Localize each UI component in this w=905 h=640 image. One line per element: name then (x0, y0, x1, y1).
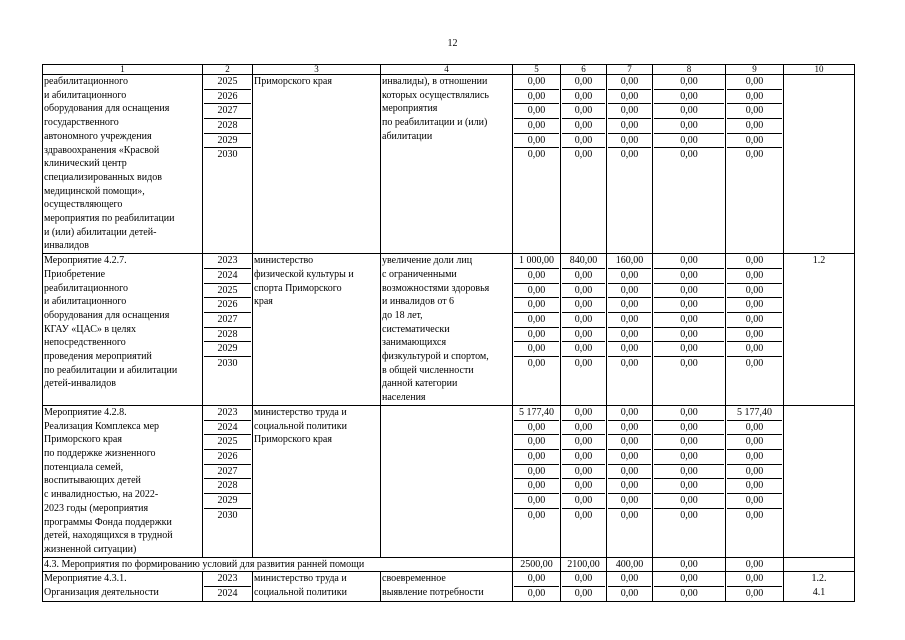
amount-c6: 0,00 (562, 284, 605, 299)
measure-name: Мероприятие 4.2.8. Реализация Комплекса мер Приморского края по поддержке жизненного потенциала семей, воспитывающих детей с инвалидностью, на 2022- 2023 годы (мероприятия программы Фонда поддержки детей, находящихся в трудной жизненной ситуации) (43, 405, 203, 557)
amount-c6: 0,00 (562, 435, 605, 450)
amount-c9: 0,00 (727, 465, 782, 480)
amount-c6: 0,00 (562, 134, 605, 149)
amount-c5: 0,00 (514, 494, 559, 509)
amount-c5: 0,00 (514, 90, 559, 105)
budget-table (42, 64, 855, 602)
amount-c6: 0,00 (562, 494, 605, 509)
page-number: 12 (447, 38, 458, 49)
amount-c9: 0,00 (727, 328, 782, 343)
amount-c6: 0,00 (574, 509, 593, 521)
year-value: 2027 (204, 313, 251, 328)
amount-c5: 0,00 (527, 588, 546, 599)
section-c5: 2500,00 (513, 557, 561, 572)
amount-c6-cell (561, 572, 607, 602)
header-cell: 3 (253, 65, 381, 75)
amount-c7: 0,00 (608, 435, 651, 450)
year-value-cell (203, 405, 253, 557)
amount-c9-cell (726, 254, 784, 406)
year-value: 2025 (204, 435, 251, 450)
amount-c7-cell (607, 572, 653, 602)
table-row (43, 405, 855, 557)
amount-c8-cell (653, 572, 726, 602)
amount-c5: 0,00 (514, 298, 559, 313)
amount-c5: 0,00 (514, 435, 559, 450)
amount-c6: 0,00 (562, 313, 605, 328)
amount-c7: 0,00 (620, 588, 639, 599)
header-row (43, 65, 855, 75)
executor: министерство труда и социальной политики Приморского края (253, 405, 381, 557)
measure-name: реабилитационного и абилитационного оборудования для оснащения государственного автономного учреждения здравоохранения «Красвой клинический центр специализированных видов медицинской помощи», осуществляющего мероприятия по реабилитации и (или) абилитации детей- инвалидов (43, 75, 203, 254)
year-value: 2026 (204, 298, 251, 313)
amount-c5-cell (513, 75, 561, 254)
amount-c6: 0,00 (562, 119, 605, 134)
indicator: инвалиды), в отношении которых осуществлялись мероприятия по реабилитации и (или) абилитации (381, 75, 513, 254)
amount-c6-cell (561, 254, 607, 406)
amount-c6: 0,00 (562, 342, 605, 357)
amount-c6: 0,00 (574, 588, 593, 599)
amount-c7: 0,00 (620, 149, 639, 161)
amount-c7: 0,00 (608, 328, 651, 343)
amount-c9: 0,00 (745, 509, 764, 521)
amount-c9-cell (726, 572, 784, 602)
amount-c5: 0,00 (514, 104, 559, 119)
amount-c6: 840,00 (562, 254, 605, 269)
amount-c8: 0,00 (654, 313, 724, 328)
year-value: 2028 (204, 479, 251, 494)
amount-c8: 0,00 (654, 134, 724, 149)
amount-c5: 0,00 (514, 479, 559, 494)
amount-c9: 0,00 (727, 450, 782, 465)
year-value: 2028 (204, 328, 251, 343)
amount-c8: 0,00 (654, 104, 724, 119)
amount-c8: 0,00 (680, 509, 698, 521)
amount-c7: 0,00 (608, 494, 651, 509)
amount-c9-cell (726, 75, 784, 254)
amount-c6: 0,00 (562, 298, 605, 313)
amount-c6-cell (561, 405, 607, 557)
amount-c8: 0,00 (654, 450, 724, 465)
amount-c8: 0,00 (654, 119, 724, 134)
amount-c7: 0,00 (608, 421, 651, 436)
amount-c9: 0,00 (727, 119, 782, 134)
amount-c9: 0,00 (727, 298, 782, 313)
year-value: 2029 (204, 134, 251, 149)
amount-c6-cell (561, 75, 607, 254)
year-value: 2024 (204, 269, 251, 284)
amount-c6: 0,00 (574, 357, 593, 369)
header-cell: 6 (561, 65, 607, 75)
year-value: 2025 (204, 75, 251, 90)
amount-c5: 0,00 (514, 134, 559, 149)
amount-c7: 0,00 (608, 284, 651, 299)
amount-c6: 0,00 (574, 149, 593, 161)
section-c7: 400,00 (607, 557, 653, 572)
amount-c9: 0,00 (727, 421, 782, 436)
amount-c7: 0,00 (608, 119, 651, 134)
amount-c9: 0,00 (745, 149, 764, 161)
amount-c8: 0,00 (654, 435, 724, 450)
section-c8: 0,00 (653, 557, 726, 572)
year-value-cell (203, 572, 253, 602)
indicator-ref: 1.2. 4.1 (784, 572, 855, 602)
amount-c9: 0,00 (727, 435, 782, 450)
amount-c5: 0,00 (527, 357, 546, 369)
amount-c6: 0,00 (562, 104, 605, 119)
amount-c5: 1 000,00 (514, 254, 559, 269)
amount-c5: 0,00 (514, 421, 559, 436)
amount-c6: 0,00 (562, 572, 605, 587)
amount-c5: 0,00 (514, 75, 559, 90)
year-value: 2028 (204, 119, 251, 134)
amount-c7: 0,00 (608, 104, 651, 119)
amount-c7: 0,00 (608, 479, 651, 494)
indicator: увеличение доли лиц с ограниченными возможностями здоровья и инвалидов от 6 до 18 лет, систематически занимающихся физкультурой и спортом, в общей численности данной категории населения (381, 254, 513, 406)
amount-c9: 0,00 (727, 90, 782, 105)
amount-c7: 0,00 (608, 450, 651, 465)
amount-c8: 0,00 (654, 284, 724, 299)
amount-c5: 0,00 (514, 119, 559, 134)
amount-c7: 0,00 (608, 313, 651, 328)
amount-c7: 0,00 (620, 509, 639, 521)
header-cell: 5 (513, 65, 561, 75)
amount-c8: 0,00 (654, 406, 724, 421)
header-cell: 1 (43, 65, 203, 75)
amount-c8: 0,00 (654, 328, 724, 343)
executor: министерство физической культуры и спорта Приморского края (253, 254, 381, 406)
year-value: 2030 (217, 149, 238, 161)
amount-c9: 0,00 (727, 284, 782, 299)
year-value: 2023 (204, 254, 251, 269)
amount-c8: 0,00 (654, 421, 724, 436)
year-value: 2029 (204, 342, 251, 357)
amount-c5: 0,00 (514, 450, 559, 465)
header-cell: 9 (726, 65, 784, 75)
amount-c5: 0,00 (514, 342, 559, 357)
amount-c8-cell (653, 405, 726, 557)
amount-c7: 0,00 (608, 342, 651, 357)
table-row (43, 75, 855, 254)
amount-c8: 0,00 (654, 254, 724, 269)
amount-c6: 0,00 (562, 450, 605, 465)
amount-c6: 0,00 (562, 421, 605, 436)
amount-c9: 0,00 (727, 313, 782, 328)
amount-c5: 0,00 (514, 465, 559, 480)
year-value: 2027 (204, 104, 251, 119)
amount-c9-cell (726, 405, 784, 557)
amount-c9: 0,00 (745, 357, 764, 369)
indicator-ref: 1.2 (784, 254, 855, 406)
amount-c6: 0,00 (562, 75, 605, 90)
header-cell: 10 (784, 65, 855, 75)
measure-name: Мероприятие 4.2.7. Приобретение реабилитационного и абилитационного оборудования для оснащения КГАУ «ЦАС» в целях непосредственного проведения мероприятий по реабилитации и абилитации детей-инвалидов (43, 254, 203, 406)
amount-c7: 0,00 (608, 75, 651, 90)
amount-c7: 0,00 (608, 465, 651, 480)
amount-c8: 0,00 (654, 269, 724, 284)
amount-c5: 0,00 (514, 313, 559, 328)
year-value: 2023 (204, 406, 251, 421)
table-row (43, 254, 855, 406)
section-c6: 2100,00 (561, 557, 607, 572)
amount-c8: 0,00 (654, 479, 724, 494)
indicator: своевременное выявление потребности (381, 572, 513, 602)
amount-c9: 0,00 (727, 104, 782, 119)
section-label: 4.3. Мероприятия по формированию условий для развития ранней помощи (43, 557, 513, 572)
amount-c9: 0,00 (727, 254, 782, 269)
amount-c8: 0,00 (654, 342, 724, 357)
section-c10 (784, 557, 855, 572)
amount-c5-cell (513, 572, 561, 602)
year-value: 2023 (204, 572, 251, 587)
year-value: 2025 (204, 284, 251, 299)
amount-c6: 0,00 (562, 269, 605, 284)
amount-c7: 0,00 (608, 406, 651, 421)
amount-c7-cell (607, 254, 653, 406)
amount-c6: 0,00 (562, 328, 605, 343)
amount-c5-cell (513, 405, 561, 557)
indicator-ref (784, 75, 855, 254)
amount-c9: 0,00 (745, 588, 764, 599)
amount-c9: 0,00 (727, 342, 782, 357)
measure-name: Мероприятие 4.3.1. Организация деятельности (43, 572, 203, 602)
amount-c5: 0,00 (514, 572, 559, 587)
header-cell: 4 (381, 65, 513, 75)
amount-c7: 0,00 (620, 357, 639, 369)
amount-c8: 0,00 (654, 90, 724, 105)
amount-c6: 0,00 (562, 406, 605, 421)
amount-c8: 0,00 (680, 588, 698, 599)
year-value: 2030 (217, 509, 238, 521)
header-cell: 8 (653, 65, 726, 75)
amount-c6: 0,00 (562, 465, 605, 480)
indicator (381, 405, 513, 557)
amount-c5: 0,00 (514, 284, 559, 299)
amount-c7: 0,00 (608, 572, 651, 587)
amount-c5: 0,00 (514, 269, 559, 284)
amount-c9: 0,00 (727, 269, 782, 284)
amount-c7: 0,00 (608, 298, 651, 313)
amount-c5: 0,00 (527, 509, 546, 521)
amount-c7-cell (607, 405, 653, 557)
amount-c8: 0,00 (654, 75, 724, 90)
amount-c6: 0,00 (562, 90, 605, 105)
amount-c8: 0,00 (654, 572, 724, 587)
year-value: 2027 (204, 465, 251, 480)
amount-c5: 5 177,40 (514, 406, 559, 421)
amount-c7: 0,00 (608, 90, 651, 105)
year-value: 2024 (217, 588, 238, 599)
year-value-cell (203, 254, 253, 406)
amount-c5: 0,00 (514, 328, 559, 343)
year-value: 2029 (204, 494, 251, 509)
indicator-ref (784, 405, 855, 557)
amount-c5: 0,00 (527, 149, 546, 161)
amount-c6: 0,00 (562, 479, 605, 494)
header-cell: 2 (203, 65, 253, 75)
amount-c9: 0,00 (727, 572, 782, 587)
amount-c5-cell (513, 254, 561, 406)
amount-c9: 0,00 (727, 75, 782, 90)
year-value: 2026 (204, 450, 251, 465)
amount-c8: 0,00 (654, 465, 724, 480)
amount-c9: 0,00 (727, 479, 782, 494)
year-value-cell (203, 75, 253, 254)
amount-c9: 0,00 (727, 134, 782, 149)
amount-c8-cell (653, 254, 726, 406)
executor: Приморского края (253, 75, 381, 254)
amount-c7: 160,00 (608, 254, 651, 269)
amount-c8: 0,00 (680, 149, 698, 161)
amount-c9: 5 177,40 (727, 406, 782, 421)
amount-c7-cell (607, 75, 653, 254)
year-value: 2030 (217, 357, 238, 369)
amount-c9: 0,00 (727, 494, 782, 509)
year-value: 2026 (204, 90, 251, 105)
year-value: 2024 (204, 421, 251, 436)
section-c9: 0,00 (726, 557, 784, 572)
amount-c8: 0,00 (654, 494, 724, 509)
executor: министерство труда и социальной политики (253, 572, 381, 602)
amount-c8: 0,00 (680, 357, 698, 369)
amount-c8-cell (653, 75, 726, 254)
amount-c8: 0,00 (654, 298, 724, 313)
amount-c7: 0,00 (608, 269, 651, 284)
table-row (43, 572, 855, 602)
header-cell: 7 (607, 65, 653, 75)
amount-c7: 0,00 (608, 134, 651, 149)
section-row (43, 557, 855, 572)
